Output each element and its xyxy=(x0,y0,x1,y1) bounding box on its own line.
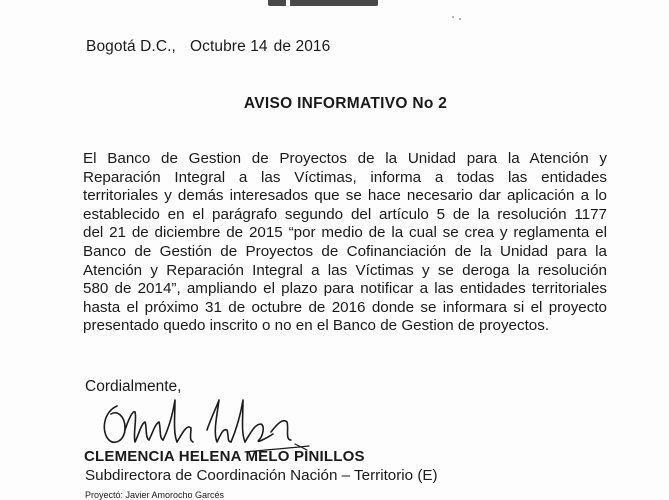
closing: Cordialmente, xyxy=(85,378,182,395)
drafted-by: Proyectó: Javier Amorocho Garcés xyxy=(85,490,225,500)
scan-speck xyxy=(459,18,461,20)
date-year: de 2016 xyxy=(273,38,331,55)
date-month-day: Octubre 14 xyxy=(189,38,268,55)
body-line: El Banco de Gestion de Proyectos de la Unidad para la Atención y xyxy=(83,150,607,167)
place: Bogotá D.C., xyxy=(86,38,176,55)
notice-body xyxy=(83,150,607,336)
notice-title xyxy=(0,95,669,113)
body-line: hasta el próximo 31 de octubre de 2016 donde se informara si el proyecto xyxy=(83,298,607,316)
signer-role: Subdirectora de Coordinación Nación – Territorio (E) xyxy=(85,467,438,484)
body-line: establecido en el parágrafo segundo del artículo 5 de la resolución 1177 xyxy=(83,205,607,223)
scan-speck xyxy=(452,16,454,18)
body-line: Reparación Integral a las Víctimas, informa a todas las entidades xyxy=(83,168,607,186)
body-line: Banco de Gestión de Proyectos de Cofinanciación de la Unidad para la xyxy=(83,242,607,260)
body-line: Atención y Reparación Integral a las Víctimas y se deroga la resolución xyxy=(83,261,607,279)
place-and-date xyxy=(86,38,330,56)
body-line: presentado quedo inscrito o no en el Banco de Gestion de proyectos. xyxy=(83,317,550,335)
signer-name: CLEMENCIA HELENA MELO PINILLOS xyxy=(84,448,365,465)
notice-title-main: AVISO INFORMATIVO xyxy=(243,95,408,112)
body-line: territoriales y demás interesados que se hace necesario dar aplicación a lo xyxy=(83,187,607,205)
header-letterhead-fragment xyxy=(268,0,378,6)
body-line: del 21 de diciembre de 2015 “por medio de la cual se crea y reglamenta el xyxy=(83,224,607,242)
body-line: 580 de 2014”, ampliando el plazo para notificar a las entidades territoriales xyxy=(83,280,607,298)
notice-number: No 2 xyxy=(412,95,448,112)
